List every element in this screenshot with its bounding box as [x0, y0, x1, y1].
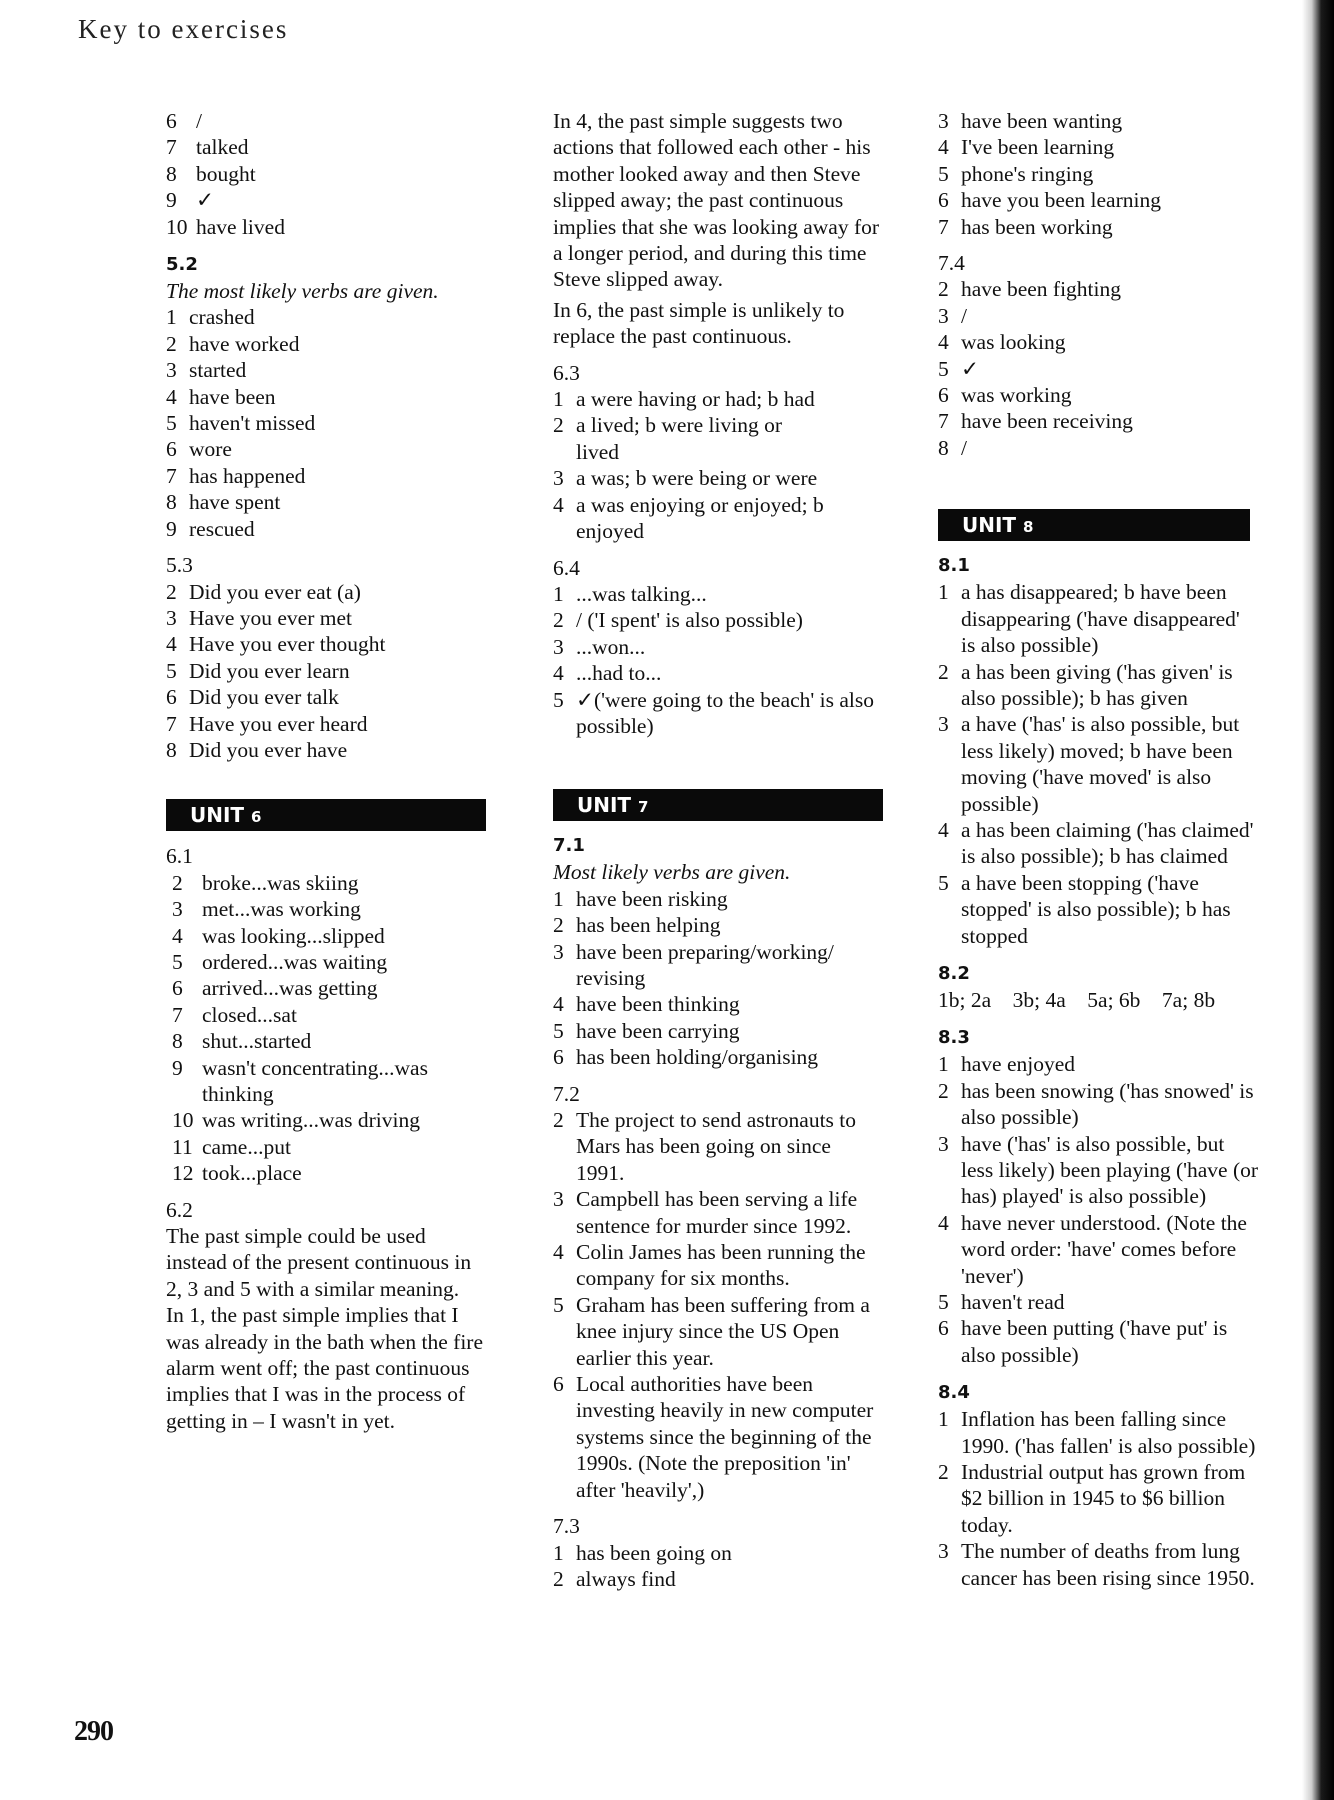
item-number: 8: [166, 490, 177, 515]
item-text: have been: [189, 384, 276, 409]
item-number: 4: [553, 992, 564, 1017]
item-text: took...place: [202, 1161, 302, 1186]
answer-list-5-1: [166, 108, 486, 240]
list-item: [553, 1540, 883, 1566]
item-number: 2: [553, 1566, 564, 1591]
item-number: 2: [172, 870, 183, 895]
list-item: [553, 886, 883, 912]
list-item: [938, 817, 1258, 870]
item-number: 3: [172, 897, 183, 922]
item-number: 4: [553, 492, 564, 517]
section-heading: 8.1: [938, 555, 970, 577]
item-number: 7: [166, 135, 177, 160]
item-number: 5: [938, 870, 949, 895]
section-heading: 8.3: [938, 1027, 970, 1049]
item-number: 4: [172, 923, 183, 948]
item-text: a have been stopping ('have stopped' is also possible); b has stopped: [961, 870, 1231, 948]
list-item: [166, 187, 486, 213]
section-heading: 8.4: [938, 1382, 970, 1404]
list-item: [938, 303, 1258, 329]
list-item: [938, 187, 1258, 213]
list-item: [166, 357, 486, 383]
item-number: 8: [166, 737, 177, 762]
item-text: always find: [576, 1566, 676, 1591]
list-item: [166, 684, 486, 710]
item-number: 6: [938, 1316, 949, 1341]
item-number: 5: [553, 687, 564, 712]
item-text: Colin James has been running the company for six months.: [576, 1240, 866, 1291]
item-text: bought: [196, 161, 256, 186]
item-text: /: [961, 303, 967, 328]
item-text: ✓('were going to the beach' is also possible): [576, 687, 875, 738]
list-item: [166, 108, 486, 134]
column-3: [938, 108, 1258, 1591]
item-number: 1: [553, 387, 564, 412]
item-number: 7: [166, 463, 177, 488]
item-number: 3: [938, 109, 949, 133]
item-text: a lived; b were living or lived: [576, 413, 782, 464]
list-item: [938, 659, 1258, 712]
unit-label: UNIT: [577, 793, 632, 818]
paragraph: In 4, the past simple suggests two actions that followed each other - his mother looked away and then Steve slipped away; the past continuous implies that she was looking away for a longer period, and during this time Steve slipped away.: [553, 109, 880, 292]
running-head: Key to exercises: [78, 14, 289, 44]
item-text: ordered...was waiting: [202, 949, 388, 974]
item-number: 2: [938, 1078, 949, 1103]
item-number: 3: [938, 712, 949, 737]
section-heading: 7.3: [553, 1514, 580, 1539]
item-text: ...had to...: [576, 661, 662, 686]
section-heading: 5.2: [166, 254, 198, 276]
item-number: 2: [553, 413, 564, 438]
list-item: [166, 605, 486, 631]
unit-number: 8: [1023, 518, 1034, 537]
list-item: [166, 436, 486, 462]
item-text: was working: [961, 383, 1072, 408]
item-text: arrived...was getting: [202, 976, 378, 1001]
item-text: have been risking: [576, 886, 728, 911]
item-number: 4: [166, 632, 177, 657]
answer-list-5-3: [166, 579, 486, 764]
item-text: Have you ever met: [189, 605, 352, 630]
list-item: [553, 991, 883, 1017]
list-item: [938, 1078, 1258, 1131]
check-mark-icon: ✓: [196, 188, 215, 213]
item-text: have been fighting: [961, 277, 1122, 302]
item-text: have been receiving: [961, 409, 1133, 434]
item-text: was looking...slipped: [202, 923, 385, 948]
list-item: [553, 1018, 883, 1044]
unit-number: 6: [251, 808, 262, 827]
item-number: 2: [166, 579, 177, 604]
list-item: [172, 1055, 486, 1108]
item-number: 7: [938, 409, 949, 434]
item-text: has been holding/organising: [576, 1045, 819, 1070]
section-heading: 7.1: [553, 835, 585, 857]
item-text: shut...started: [202, 1029, 312, 1054]
item-text: a has disappeared; b have been disappearing ('have disappeared' is also possible): [961, 580, 1240, 658]
item-text: Graham has been suffering from a knee injury since the US Open earlier this year.: [576, 1292, 870, 1370]
item-text: ...was talking...: [576, 581, 707, 606]
item-text: have you been learning: [961, 188, 1161, 213]
list-item: [172, 949, 486, 975]
list-item: [166, 331, 486, 357]
item-number: 6: [166, 685, 177, 710]
list-item: [553, 912, 883, 938]
item-number: 1: [553, 1540, 564, 1565]
item-text: was writing...was driving: [202, 1108, 420, 1133]
unit-7-banner: [553, 789, 883, 821]
item-text: Did you ever learn: [189, 658, 350, 683]
list-item: [166, 161, 486, 187]
item-text: Did you ever eat (a): [189, 579, 361, 604]
item-text: a was; b were being or were: [576, 466, 818, 491]
list-item: [172, 1134, 486, 1160]
list-item: [166, 631, 486, 657]
section-heading: 6.1: [166, 844, 193, 869]
answer-list-8-4: [938, 1406, 1258, 1591]
section-heading: 6.3: [553, 360, 580, 385]
item-number: 4: [938, 817, 949, 842]
list-item: [166, 489, 486, 515]
item-text: phone's ringing: [961, 161, 1094, 186]
item-text: was looking: [961, 330, 1066, 355]
answer-list-7-3-cont: [938, 108, 1258, 240]
item-number: 5: [166, 658, 177, 683]
item-text: haven't read: [961, 1290, 1065, 1315]
list-item: [166, 516, 486, 542]
list-item: [938, 579, 1258, 658]
item-number: 12: [172, 1161, 194, 1186]
answer-list-7-2: [553, 1107, 883, 1503]
item-number: 1: [553, 886, 564, 911]
item-number: 5: [938, 1290, 949, 1315]
item-text: has been snowing ('has snowed' is also possible): [961, 1078, 1254, 1130]
list-item: [553, 1044, 883, 1070]
item-text: came...put: [202, 1134, 291, 1159]
list-item: [166, 711, 486, 737]
item-text: haven't missed: [189, 411, 316, 436]
item-text: a were having or had; b had: [576, 387, 815, 412]
answer-list-6-3: [553, 386, 883, 544]
list-item: [172, 870, 486, 896]
item-text: have been wanting: [961, 109, 1123, 133]
answer-list-6-4: [553, 581, 883, 739]
section-heading: 7.4: [938, 251, 965, 276]
item-number: 10: [172, 1108, 194, 1133]
item-text: has been helping: [576, 913, 721, 938]
list-item: [172, 1160, 486, 1186]
list-item: [553, 660, 883, 686]
list-item: [553, 1566, 883, 1592]
item-text: have worked: [189, 331, 300, 356]
list-item: [172, 975, 486, 1001]
section-heading: 7.2: [553, 1081, 580, 1106]
answer-list-8-1: [938, 579, 1258, 949]
list-item: [553, 1239, 883, 1292]
item-text: have ('has' is also possible, but less likely) been playing ('have (or has) played' is also possible): [961, 1131, 1259, 1209]
item-number: 4: [938, 330, 949, 355]
section-heading: 6.2: [166, 1197, 193, 1222]
item-number: 3: [553, 466, 564, 491]
list-item: [166, 410, 486, 436]
item-text: crashed: [189, 305, 255, 330]
answer-list-7-1: [553, 886, 883, 1071]
answer-list-7-3: [553, 1540, 883, 1593]
item-text: have enjoyed: [961, 1052, 1076, 1077]
item-number: 7: [172, 1002, 183, 1027]
list-item: [172, 1002, 486, 1028]
item-text: has been going on: [576, 1540, 732, 1565]
item-number: 5: [553, 1292, 564, 1317]
item-number: 8: [166, 161, 177, 186]
item-text: The project to send astronauts to Mars has been going on since 1991.: [576, 1108, 857, 1185]
item-number: 9: [166, 516, 177, 541]
item-number: 6: [166, 109, 177, 133]
item-number: 3: [166, 358, 177, 383]
page-number: 290: [74, 1716, 113, 1747]
item-text: have never understood. (Note the word order: 'have' comes before 'never'): [961, 1210, 1247, 1288]
item-number: 3: [938, 1539, 949, 1564]
list-item: [172, 1028, 486, 1054]
item-text: have been carrying: [576, 1018, 740, 1043]
item-text: Local authorities have been investing heavily in new computer systems since the beginning of the 1990s. (Note the preposition 'in' after 'heavily',): [576, 1372, 874, 1502]
section-intro: Most likely verbs are given.: [553, 860, 791, 885]
item-text: wore: [189, 437, 232, 462]
paragraph: The past simple could be used instead of the present continuous in 2, 3 and 5 with a similar meaning.: [166, 1224, 472, 1301]
item-text: a was enjoying or enjoyed; b enjoyed: [576, 492, 824, 544]
item-text: started: [189, 358, 247, 383]
list-item: [553, 581, 883, 607]
list-item: [553, 1292, 883, 1371]
list-item: [938, 276, 1258, 302]
answer-list-7-4: [938, 276, 1258, 461]
list-item: [938, 870, 1258, 949]
list-item: [938, 1406, 1258, 1459]
list-item: [938, 214, 1258, 240]
item-number: 2: [938, 659, 949, 684]
list-item: [166, 214, 486, 240]
item-number: 4: [938, 1210, 949, 1235]
item-number: 5: [938, 161, 949, 186]
section-heading: 8.2: [938, 962, 970, 984]
item-text: met...was working: [202, 897, 361, 922]
section-heading: 5.3: [166, 553, 193, 578]
item-number: 4: [166, 384, 177, 409]
item-number: 5: [172, 949, 183, 974]
item-number: 3: [166, 605, 177, 630]
item-text: The number of deaths from lung cancer has been rising since 1950.: [961, 1539, 1255, 1590]
item-number: 2: [938, 1460, 949, 1485]
item-number: 1: [938, 580, 949, 605]
item-number: 8: [172, 1029, 183, 1054]
item-number: 4: [553, 1240, 564, 1265]
item-number: 5: [553, 1018, 564, 1043]
list-item: [938, 329, 1258, 355]
unit-number: 7: [638, 798, 649, 817]
answer-list-5-2: [166, 304, 486, 542]
list-item: [938, 382, 1258, 408]
list-item: [553, 465, 883, 491]
list-item: [938, 108, 1258, 134]
item-text: have been thinking: [576, 992, 740, 1017]
item-text: has been working: [961, 214, 1113, 239]
list-item: [553, 939, 883, 992]
item-text: I've been learning: [961, 135, 1115, 160]
list-item: [938, 1315, 1258, 1368]
item-text: /: [196, 109, 202, 133]
list-item: [166, 658, 486, 684]
item-number: 2: [553, 913, 564, 938]
item-text: Inflation has been falling since 1990. ('has fallen' is also possible): [961, 1407, 1256, 1458]
item-text: have been putting ('have put' is also possible): [961, 1316, 1228, 1367]
item-number: 3: [938, 1131, 949, 1156]
list-item: [172, 1107, 486, 1133]
item-text: has happened: [189, 463, 306, 488]
item-text: a have ('has' is also possible, but less likely) moved; b have been moving ('have moved' is also possible): [961, 712, 1240, 816]
list-item: [166, 463, 486, 489]
list-item: [553, 1107, 883, 1186]
item-number: 5: [938, 356, 949, 381]
unit-label: UNIT: [962, 513, 1017, 538]
list-item: [166, 384, 486, 410]
item-number: 7: [166, 711, 177, 736]
item-text: a has been giving ('has given' is also possible); b has given: [961, 659, 1233, 710]
answer-list-8-3: [938, 1051, 1258, 1368]
item-text: Industrial output has grown from $2 billion in 1945 to $6 billion today.: [961, 1460, 1246, 1537]
list-item: [553, 687, 883, 740]
item-number: 3: [938, 303, 949, 328]
unit-label: UNIT: [190, 803, 245, 828]
list-item: [938, 134, 1258, 160]
item-number: 3: [553, 939, 564, 964]
item-number: 4: [553, 661, 564, 686]
item-number: 6: [172, 976, 183, 1001]
item-text: have lived: [196, 214, 285, 239]
item-text: ...won...: [576, 634, 646, 659]
item-number: 2: [553, 608, 564, 633]
item-text: Did you ever talk: [189, 685, 339, 710]
item-number: 5: [166, 411, 177, 436]
page-binding-edge: [1302, 0, 1334, 1800]
list-item: [938, 1131, 1258, 1210]
item-number: 4: [938, 135, 949, 160]
list-item: [553, 492, 883, 545]
item-text: / ('I spent' is also possible): [576, 608, 803, 633]
answer-list-6-1: [166, 870, 486, 1187]
item-text: Have you ever thought: [189, 632, 386, 657]
list-item: [938, 1538, 1258, 1591]
item-text: talked: [196, 135, 249, 160]
item-number: 1: [938, 1407, 949, 1432]
item-number: 1: [938, 1052, 949, 1077]
item-number: 3: [553, 1187, 564, 1212]
item-number: 9: [172, 1055, 183, 1080]
list-item: [553, 1186, 883, 1239]
list-item: [938, 711, 1258, 817]
item-number: 2: [553, 1108, 564, 1132]
unit-6-banner: [166, 799, 486, 831]
section-heading: 6.4: [553, 555, 580, 580]
item-number: 2: [938, 277, 949, 302]
list-item: [938, 1210, 1258, 1289]
item-number: 10: [166, 214, 188, 239]
list-item: [172, 923, 486, 949]
item-number: 3: [553, 634, 564, 659]
section-intro: The most likely verbs are given.: [166, 279, 439, 304]
column-1: [166, 108, 486, 1434]
item-number: 6: [553, 1372, 564, 1397]
unit-8-banner: [938, 509, 1250, 541]
item-text: wasn't concentrating...was thinking: [202, 1055, 428, 1106]
item-text: have been preparing/working/ revising: [576, 939, 834, 990]
item-text: a has been claiming ('has claimed' is also possible); b has claimed: [961, 817, 1254, 869]
list-item: [553, 412, 883, 465]
check-mark-icon: ✓: [961, 356, 980, 381]
item-number: 1: [166, 305, 177, 330]
column-2: [553, 108, 883, 1592]
item-text: rescued: [189, 516, 255, 541]
item-text: broke...was skiing: [202, 870, 359, 895]
item-number: 6: [938, 383, 949, 408]
list-item: [553, 1371, 883, 1503]
item-number: 2: [166, 331, 177, 356]
list-item: [166, 579, 486, 605]
list-item: [166, 737, 486, 763]
list-item: [166, 134, 486, 160]
item-number: 6: [166, 437, 177, 462]
answer-line-8-2: 1b; 2a 3b; 4a 5a; 6b 7a; 8b: [938, 987, 1216, 1012]
item-text: Did you ever have: [189, 737, 348, 762]
list-item: [938, 161, 1258, 187]
item-number: 11: [172, 1134, 193, 1159]
item-text: closed...sat: [202, 1002, 297, 1027]
list-item: [172, 896, 486, 922]
item-number: 1: [553, 581, 564, 606]
paragraph: In 1, the past simple implies that I was already in the bath when the fire alarm went off; the past continuous implies that I was in the process of getting in – I wasn't in yet.: [166, 1303, 483, 1433]
item-text: /: [961, 435, 967, 460]
list-item: [553, 386, 883, 412]
list-item: [938, 435, 1258, 461]
list-item: [553, 607, 883, 633]
item-number: 9: [166, 188, 177, 213]
item-number: 6: [938, 188, 949, 213]
list-item: [938, 408, 1258, 434]
list-item: [938, 356, 1258, 382]
item-text: have spent: [189, 490, 281, 515]
list-item: [166, 304, 486, 330]
item-text: Have you ever heard: [189, 711, 368, 736]
list-item: [938, 1289, 1258, 1315]
item-text: Campbell has been serving a life sentence for murder since 1992.: [576, 1187, 858, 1238]
item-number: 8: [938, 435, 949, 460]
paragraph: In 6, the past simple is unlikely to replace the past continuous.: [553, 297, 845, 349]
item-number: 6: [553, 1045, 564, 1070]
list-item: [938, 1459, 1258, 1538]
list-item: [938, 1051, 1258, 1077]
list-item: [553, 634, 883, 660]
item-number: 7: [938, 214, 949, 239]
